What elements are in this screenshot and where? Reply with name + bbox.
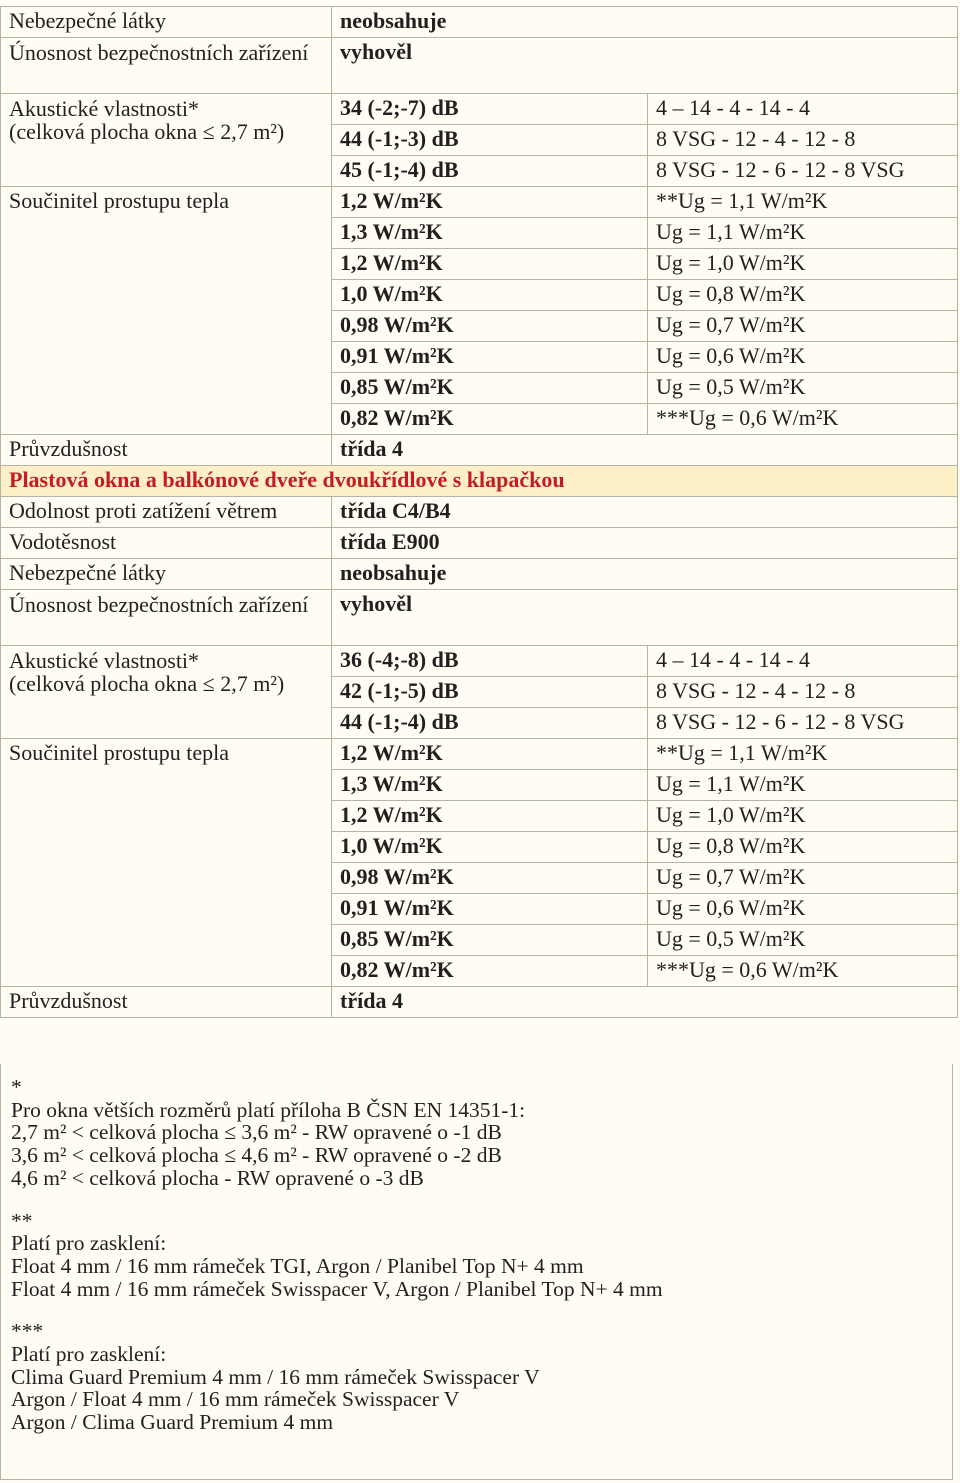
footnote-line: Pro okna větších rozměrů platí příloha B ČSN EN 14351-1:	[11, 1097, 526, 1122]
row-label: Odolnost proti zatížení větrem	[1, 497, 332, 528]
row-ug: ***Ug = 0,6 W/m²K	[648, 956, 958, 987]
footnote-2	[11, 1210, 942, 1301]
akusticke-sub: (celková plocha okna ≤ 2,7 m²)	[9, 119, 285, 144]
row-ug: Ug = 1,0 W/m²K	[648, 249, 958, 280]
row-glass: 4 – 14 - 4 - 14 - 4	[648, 646, 958, 677]
row-ug: Ug = 0,7 W/m²K	[648, 311, 958, 342]
footnote-line: Platí pro zasklení:	[11, 1231, 167, 1256]
row-ug: Ug = 0,6 W/m²K	[648, 894, 958, 925]
row-ug: Ug = 0,8 W/m²K	[648, 280, 958, 311]
row-odolnost	[1, 497, 958, 528]
row-value: 0,98 W/m²K	[332, 863, 648, 894]
row-soucinitel	[1, 187, 958, 218]
row-vodotesnost	[1, 528, 958, 559]
footnote-3	[11, 1320, 942, 1434]
row-glass: 4 – 14 - 4 - 14 - 4	[648, 94, 958, 125]
spec-table	[0, 6, 958, 1018]
footnote-line: 3,6 m² < celková plocha ≤ 4,6 m² - RW opravené o -2 dB	[11, 1143, 502, 1168]
row-value: 1,2 W/m²K	[332, 249, 648, 280]
row-glass: 8 VSG - 12 - 6 - 12 - 8 VSG	[648, 156, 958, 187]
row-value: vyhověl	[332, 590, 958, 646]
row-label: Součinitel prostupu tepla	[1, 739, 332, 987]
row-nebezpecne-latky	[1, 7, 958, 38]
row-unosnost	[1, 38, 958, 94]
row-value: třída 4	[332, 435, 958, 466]
row-label: Únosnost bezpečnostních zařízení	[1, 590, 332, 646]
row-value: 0,85 W/m²K	[332, 925, 648, 956]
row-value: 34 (-2;-7) dB	[332, 94, 648, 125]
row-ug: Ug = 0,5 W/m²K	[648, 373, 958, 404]
row-label: Součinitel prostupu tepla	[1, 187, 332, 435]
row-value: 0,91 W/m²K	[332, 894, 648, 925]
row-akusticke	[1, 94, 958, 125]
footnote-marker: **	[11, 1208, 33, 1233]
row-value: třída 4	[332, 987, 958, 1018]
row-nebezpecne-latky	[1, 559, 958, 590]
row-label: Vodotěsnost	[1, 528, 332, 559]
row-akusticke	[1, 646, 958, 677]
row-label: Nebezpečné látky	[1, 7, 332, 38]
row-value: 0,82 W/m²K	[332, 404, 648, 435]
row-label: Nebezpečné látky	[1, 559, 332, 590]
akusticke-sub: (celková plocha okna ≤ 2,7 m²)	[9, 671, 285, 696]
row-value: třída E900	[332, 528, 958, 559]
footnote-line: 2,7 m² < celková plocha ≤ 3,6 m² - RW opravené o -1 dB	[11, 1120, 502, 1145]
row-value: 0,82 W/m²K	[332, 956, 648, 987]
footnote-line: Float 4 mm / 16 mm rámeček Swisspacer V, Argon / Planibel Top N+ 4 mm	[11, 1276, 663, 1301]
row-value: 1,0 W/m²K	[332, 832, 648, 863]
row-soucinitel	[1, 739, 958, 770]
row-value: neobsahuje	[332, 559, 958, 590]
row-ug: Ug = 1,0 W/m²K	[648, 801, 958, 832]
footnote-1	[11, 1076, 942, 1190]
section-header	[1, 466, 958, 497]
footnote-line: 4,6 m² < celková plocha - RW opravené o -3 dB	[11, 1165, 424, 1190]
row-ug: Ug = 0,5 W/m²K	[648, 925, 958, 956]
row-glass: 8 VSG - 12 - 4 - 12 - 8	[648, 677, 958, 708]
row-value: 45 (-1;-4) dB	[332, 156, 648, 187]
row-label: Průvzdušnost	[1, 435, 332, 466]
footnote-marker: ***	[11, 1319, 44, 1344]
row-ug: ***Ug = 0,6 W/m²K	[648, 404, 958, 435]
row-value: 1,0 W/m²K	[332, 280, 648, 311]
row-value: 44 (-1;-4) dB	[332, 708, 648, 739]
footnote-line: Platí pro zasklení:	[11, 1342, 167, 1367]
row-ug: Ug = 0,8 W/m²K	[648, 832, 958, 863]
row-ug: **Ug = 1,1 W/m²K	[648, 739, 958, 770]
row-value: 1,2 W/m²K	[332, 187, 648, 218]
row-label	[1, 646, 332, 739]
row-value: 44 (-1;-3) dB	[332, 125, 648, 156]
row-value: 1,2 W/m²K	[332, 801, 648, 832]
row-glass: 8 VSG - 12 - 4 - 12 - 8	[648, 125, 958, 156]
row-ug: Ug = 0,6 W/m²K	[648, 342, 958, 373]
row-label: Průvzdušnost	[1, 987, 332, 1018]
footnote-line: Clima Guard Premium 4 mm / 16 mm rámeček Swisspacer V	[11, 1364, 540, 1389]
row-value: 0,91 W/m²K	[332, 342, 648, 373]
footnote-line: Argon / Clima Guard Premium 4 mm	[11, 1410, 334, 1435]
row-value: neobsahuje	[332, 7, 958, 38]
row-value: 0,98 W/m²K	[332, 311, 648, 342]
row-ug: Ug = 0,7 W/m²K	[648, 863, 958, 894]
row-glass: 8 VSG - 12 - 6 - 12 - 8 VSG	[648, 708, 958, 739]
row-label: Únosnost bezpečnostních zařízení	[1, 38, 332, 94]
akusticke-label: Akustické vlastnosti*	[9, 648, 200, 673]
row-unosnost	[1, 590, 958, 646]
section-title: Plastová okna a balkónové dveře dvoukřídlové s klapačkou	[1, 466, 958, 497]
row-value: třída C4/B4	[332, 497, 958, 528]
row-value: 1,3 W/m²K	[332, 218, 648, 249]
footnote-marker: *	[11, 1075, 22, 1099]
row-ug: Ug = 1,1 W/m²K	[648, 218, 958, 249]
row-ug: Ug = 1,1 W/m²K	[648, 770, 958, 801]
akusticke-label: Akustické vlastnosti*	[9, 96, 200, 121]
row-value: 1,3 W/m²K	[332, 770, 648, 801]
row-value: 42 (-1;-5) dB	[332, 677, 648, 708]
row-pruvzdusnost	[1, 435, 958, 466]
row-value: 36 (-4;-8) dB	[332, 646, 648, 677]
footnote-line: Float 4 mm / 16 mm rámeček TGI, Argon / Planibel Top N+ 4 mm	[11, 1253, 584, 1278]
row-value: 0,85 W/m²K	[332, 373, 648, 404]
row-ug: **Ug = 1,1 W/m²K	[648, 187, 958, 218]
row-value: 1,2 W/m²K	[332, 739, 648, 770]
row-label	[1, 94, 332, 187]
footnote-line: Argon / Float 4 mm / 16 mm rámeček Swisspacer V	[11, 1387, 460, 1412]
row-value: vyhověl	[332, 38, 958, 94]
footnotes	[0, 1064, 953, 1480]
row-pruvzdusnost	[1, 987, 958, 1018]
